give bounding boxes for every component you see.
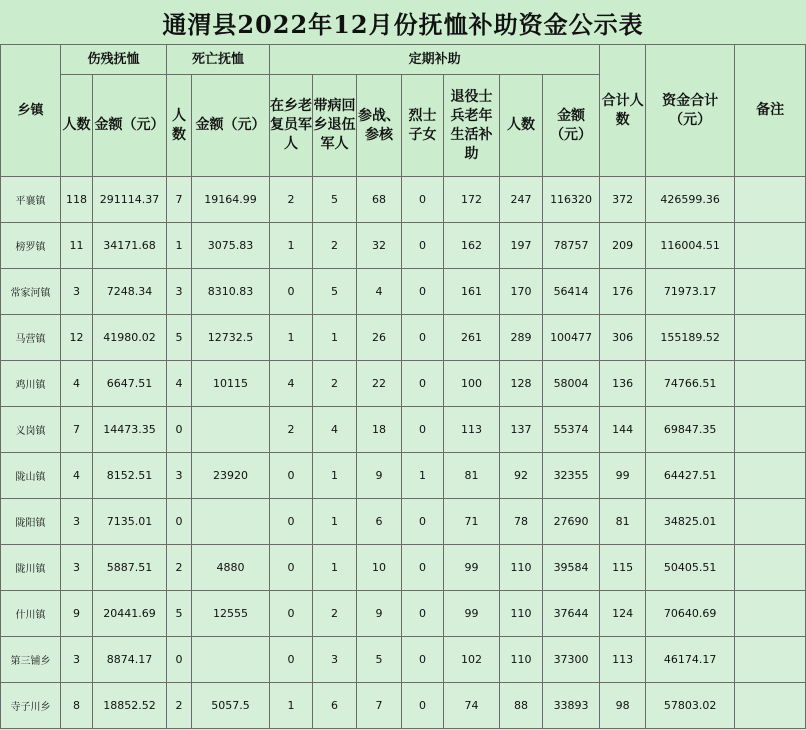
header-dis-persons: 人数 [61,75,93,177]
cell-death-n: 2 [167,545,192,591]
cell-dis-n: 118 [61,177,93,223]
cell-tot-amt: 57803.02 [646,683,735,729]
cell-c1: 1 [270,315,313,361]
cell-death-n: 0 [167,407,192,453]
cell-dis-amt: 8152.51 [93,453,167,499]
cell-town: 义岗镇 [1,407,61,453]
table-row [1,683,806,729]
cell-town: 常家河镇 [1,269,61,315]
cell-c1: 1 [270,223,313,269]
cell-c1: 4 [270,361,313,407]
cell-tot-n: 99 [600,453,646,499]
cell-death-amt [192,407,270,453]
header-total-funds: 资金合计（元） [646,45,735,177]
cell-dis-n: 3 [61,269,93,315]
cell-c2: 5 [313,269,357,315]
cell-dis-n: 12 [61,315,93,361]
cell-remark [735,223,806,269]
cell-town: 第三铺乡 [1,637,61,683]
cell-tot-n: 306 [600,315,646,361]
cell-reg-amt: 27690 [543,499,600,545]
header-martyr-kids: 烈士子女 [402,75,444,177]
cell-remark [735,683,806,729]
cell-death-n: 3 [167,269,192,315]
cell-town: 平襄镇 [1,177,61,223]
cell-c2: 3 [313,637,357,683]
cell-dis-amt: 14473.35 [93,407,167,453]
cell-c4: 0 [402,545,444,591]
cell-death-amt [192,499,270,545]
cell-c5: 99 [444,545,500,591]
cell-reg-amt: 58004 [543,361,600,407]
cell-tot-n: 144 [600,407,646,453]
header-vets-home: 在乡老复员军人 [270,75,313,177]
header-dis-amount: 金额（元） [93,75,167,177]
cell-c4: 0 [402,637,444,683]
cell-c3: 9 [357,453,402,499]
cell-c4: 0 [402,361,444,407]
cell-dis-n: 11 [61,223,93,269]
cell-tot-amt: 71973.17 [646,269,735,315]
cell-town: 陇山镇 [1,453,61,499]
cell-tot-amt: 70640.69 [646,591,735,637]
cell-reg-n: 78 [500,499,543,545]
cell-reg-amt: 100477 [543,315,600,361]
cell-c1: 0 [270,453,313,499]
cell-reg-amt: 56414 [543,269,600,315]
cell-reg-n: 289 [500,315,543,361]
table-row [1,591,806,637]
table-title: 通渭县2022年12月份抚恤补助资金公示表 [0,0,806,45]
cell-c4: 0 [402,269,444,315]
cell-death-n: 5 [167,591,192,637]
cell-reg-amt: 37300 [543,637,600,683]
cell-c1: 0 [270,269,313,315]
cell-dis-n: 3 [61,545,93,591]
cell-remark [735,315,806,361]
cell-tot-n: 124 [600,591,646,637]
cell-reg-n: 197 [500,223,543,269]
cell-reg-n: 110 [500,637,543,683]
table-row [1,545,806,591]
cell-town: 陇川镇 [1,545,61,591]
cell-c3: 6 [357,499,402,545]
cell-dis-n: 4 [61,361,93,407]
cell-town: 马营镇 [1,315,61,361]
cell-tot-amt: 64427.51 [646,453,735,499]
cell-c1: 0 [270,637,313,683]
cell-reg-amt: 116320 [543,177,600,223]
cell-c3: 26 [357,315,402,361]
cell-death-amt: 4880 [192,545,270,591]
cell-c3: 4 [357,269,402,315]
cell-c3: 7 [357,683,402,729]
cell-c5: 71 [444,499,500,545]
cell-tot-n: 98 [600,683,646,729]
table-row [1,269,806,315]
cell-town: 榜罗镇 [1,223,61,269]
header-regular: 定期补助 [270,45,600,75]
header-remark: 备注 [735,45,806,177]
table-row [1,637,806,683]
table-row [1,177,806,223]
cell-c3: 10 [357,545,402,591]
cell-reg-amt: 55374 [543,407,600,453]
cell-reg-n: 170 [500,269,543,315]
cell-c2: 5 [313,177,357,223]
table-row [1,315,806,361]
cell-c2: 1 [313,453,357,499]
cell-dis-amt: 8874.17 [93,637,167,683]
cell-dis-amt: 34171.68 [93,223,167,269]
header-reg-amount: 金额（元） [543,75,600,177]
cell-c3: 68 [357,177,402,223]
header-sick-home: 带病回乡退伍军人 [313,75,357,177]
cell-c5: 102 [444,637,500,683]
cell-death-amt: 23920 [192,453,270,499]
cell-c5: 100 [444,361,500,407]
cell-c4: 0 [402,407,444,453]
table-row [1,361,806,407]
cell-c3: 9 [357,591,402,637]
cell-death-n: 0 [167,499,192,545]
cell-tot-n: 136 [600,361,646,407]
cell-remark [735,361,806,407]
cell-c5: 162 [444,223,500,269]
cell-tot-amt: 74766.51 [646,361,735,407]
cell-c1: 0 [270,499,313,545]
cell-remark [735,545,806,591]
cell-remark [735,407,806,453]
header-death-amount: 金额（元） [192,75,270,177]
cell-c4: 0 [402,499,444,545]
cell-dis-n: 8 [61,683,93,729]
cell-c2: 2 [313,361,357,407]
cell-dis-amt: 291114.37 [93,177,167,223]
table-row [1,407,806,453]
cell-c2: 4 [313,407,357,453]
table-row [1,223,806,269]
cell-tot-amt: 34825.01 [646,499,735,545]
cell-dis-n: 9 [61,591,93,637]
cell-c4: 0 [402,177,444,223]
header-town: 乡镇 [1,45,61,177]
cell-tot-n: 115 [600,545,646,591]
cell-dis-n: 3 [61,499,93,545]
cell-c5: 261 [444,315,500,361]
cell-reg-amt: 39584 [543,545,600,591]
header-old-soldiers: 退役士兵老年生活补助 [444,75,500,177]
cell-reg-n: 110 [500,545,543,591]
cell-remark [735,591,806,637]
cell-tot-amt: 155189.52 [646,315,735,361]
cell-c1: 0 [270,591,313,637]
cell-c1: 2 [270,177,313,223]
cell-reg-n: 137 [500,407,543,453]
cell-death-amt: 12555 [192,591,270,637]
cell-reg-n: 247 [500,177,543,223]
cell-remark [735,499,806,545]
cell-death-amt: 19164.99 [192,177,270,223]
cell-death-n: 0 [167,637,192,683]
cell-tot-n: 176 [600,269,646,315]
cell-dis-amt: 18852.52 [93,683,167,729]
cell-death-n: 5 [167,315,192,361]
cell-c4: 0 [402,683,444,729]
cell-tot-amt: 46174.17 [646,637,735,683]
cell-death-amt: 12732.5 [192,315,270,361]
header-reg-persons: 人数 [500,75,543,177]
cell-c4: 0 [402,591,444,637]
cell-death-amt [192,637,270,683]
cell-tot-amt: 50405.51 [646,545,735,591]
cell-c3: 22 [357,361,402,407]
cell-town: 陇阳镇 [1,499,61,545]
table-row [1,453,806,499]
cell-reg-amt: 33893 [543,683,600,729]
cell-dis-amt: 7135.01 [93,499,167,545]
cell-reg-n: 88 [500,683,543,729]
cell-dis-amt: 20441.69 [93,591,167,637]
subsidy-table [0,44,806,729]
cell-town: 寺子川乡 [1,683,61,729]
cell-tot-n: 372 [600,177,646,223]
cell-c5: 99 [444,591,500,637]
cell-death-amt: 8310.83 [192,269,270,315]
cell-reg-amt: 78757 [543,223,600,269]
cell-tot-amt: 69847.35 [646,407,735,453]
cell-death-n: 2 [167,683,192,729]
cell-dis-amt: 6647.51 [93,361,167,407]
cell-death-n: 4 [167,361,192,407]
cell-reg-n: 128 [500,361,543,407]
cell-c3: 32 [357,223,402,269]
cell-c5: 113 [444,407,500,453]
cell-dis-amt: 7248.34 [93,269,167,315]
cell-tot-amt: 116004.51 [646,223,735,269]
cell-reg-amt: 32355 [543,453,600,499]
cell-c2: 1 [313,499,357,545]
cell-death-n: 3 [167,453,192,499]
cell-reg-n: 110 [500,591,543,637]
cell-tot-n: 113 [600,637,646,683]
cell-c5: 81 [444,453,500,499]
cell-c2: 6 [313,683,357,729]
cell-tot-n: 209 [600,223,646,269]
cell-dis-n: 3 [61,637,93,683]
header-death-persons: 人数 [167,75,192,177]
cell-c2: 1 [313,545,357,591]
cell-c4: 0 [402,315,444,361]
cell-c2: 2 [313,223,357,269]
cell-death-amt: 3075.83 [192,223,270,269]
cell-town: 鸡川镇 [1,361,61,407]
cell-c2: 2 [313,591,357,637]
cell-remark [735,269,806,315]
cell-c3: 5 [357,637,402,683]
header-total-persons: 合计人数 [600,45,646,177]
cell-death-amt: 10115 [192,361,270,407]
cell-town: 什川镇 [1,591,61,637]
cell-reg-amt: 37644 [543,591,600,637]
cell-dis-n: 4 [61,453,93,499]
header-disability: 伤残抚恤 [61,45,167,75]
cell-c2: 1 [313,315,357,361]
cell-death-n: 1 [167,223,192,269]
cell-c5: 161 [444,269,500,315]
cell-c1: 0 [270,545,313,591]
header-war-nuclear: 参战、参核 [357,75,402,177]
cell-c5: 172 [444,177,500,223]
cell-death-n: 7 [167,177,192,223]
cell-remark [735,637,806,683]
cell-c3: 18 [357,407,402,453]
cell-death-amt: 5057.5 [192,683,270,729]
cell-remark [735,177,806,223]
cell-dis-n: 7 [61,407,93,453]
cell-dis-amt: 41980.02 [93,315,167,361]
cell-c1: 2 [270,407,313,453]
header-death: 死亡抚恤 [167,45,270,75]
cell-c4: 1 [402,453,444,499]
cell-tot-n: 81 [600,499,646,545]
cell-reg-n: 92 [500,453,543,499]
cell-c4: 0 [402,223,444,269]
table-row [1,499,806,545]
cell-c5: 74 [444,683,500,729]
cell-tot-amt: 426599.36 [646,177,735,223]
cell-dis-amt: 5887.51 [93,545,167,591]
cell-c1: 1 [270,683,313,729]
cell-remark [735,453,806,499]
